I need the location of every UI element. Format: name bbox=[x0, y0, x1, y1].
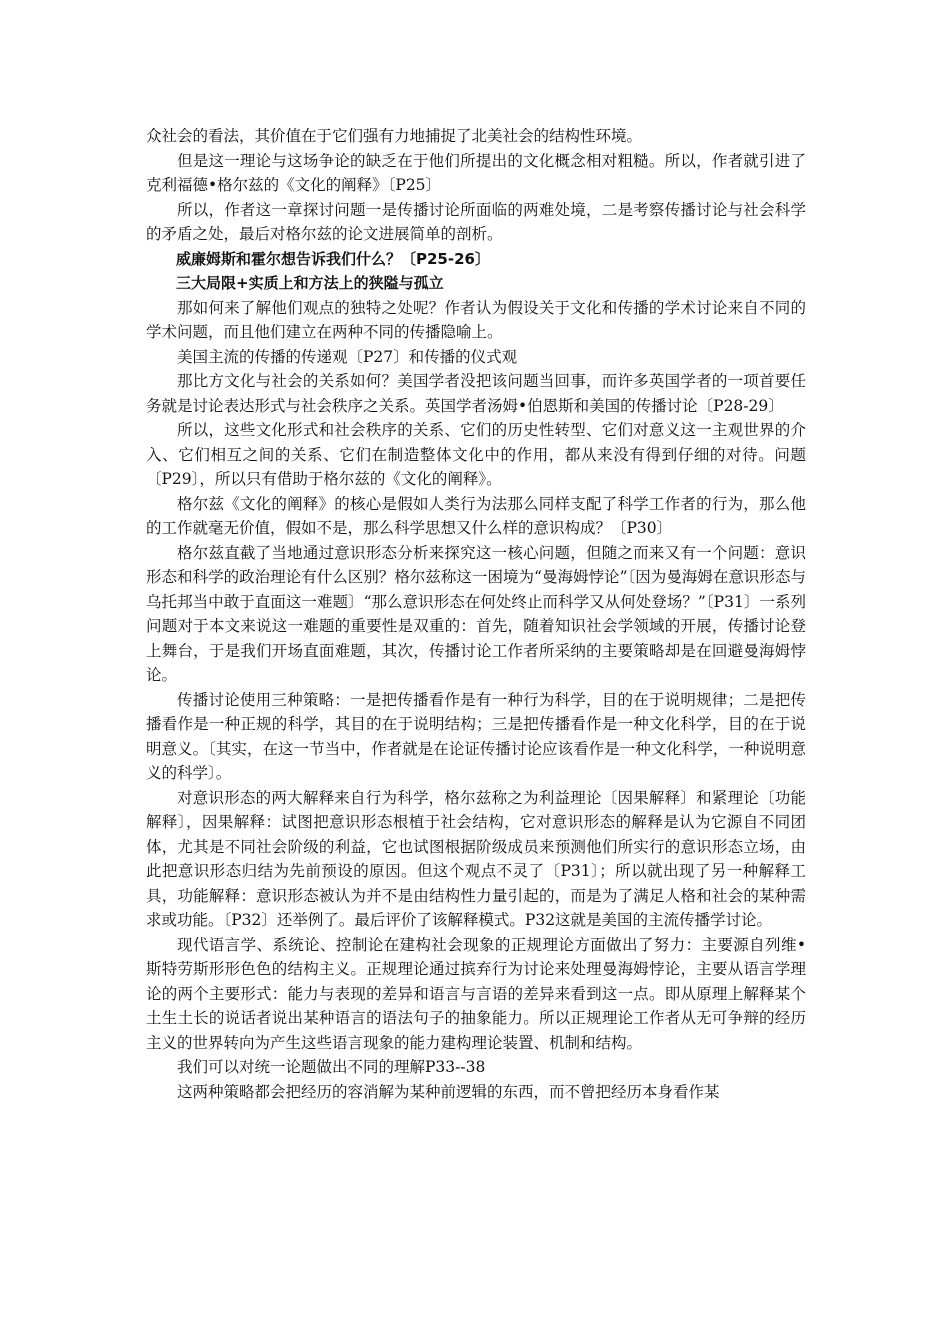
body-paragraph: 所以，这些文化形式和社会秩序的关系、它们的历史性转型、它们对意义这一主观世界的介入、它们相互之间的关系、它们在制造整体文化中的作用，都从来没有得到仔细的对待。问题〔P29〕，所以只有借助于格尔兹的《文化的阐释》。 bbox=[146, 421, 806, 488]
body-paragraph: 但是这一理论与这场争论的缺乏在于他们所提出的文化概念相对粗糙。所以，作者就引进了克利福德•格尔兹的《文化的阐释》〔P25〕 bbox=[146, 151, 806, 194]
body-paragraph: 那如何来了解他们观点的独特之处呢？作者认为假设关于文化和传播的学术讨论来自不同的学术问题，而且他们建立在两种不同的传播隐喻上。 bbox=[146, 298, 806, 341]
body-paragraph: 这两种策略都会把经历的容消解为某种前逻辑的东西，而不曾把经历本身看作某 bbox=[177, 1082, 720, 1101]
body-paragraph: 格尔兹《文化的阐释》的核心是假如人类行为法那么同样支配了科学工作者的行为，那么他的工作就毫无价值，假如不是，那么科学思想又什么样的意识构成？〔P30〕 bbox=[146, 494, 806, 537]
body-paragraph: 那比方文化与社会的关系如何？美国学者没把该问题当回事，而许多英国学者的一项首要任务就是讨论表达形式与社会秩序之关系。英国学者汤姆•伯恩斯和美国的传播讨论〔P28-29〕 bbox=[146, 372, 806, 415]
body-paragraph: 格尔兹直截了当地通过意识形态分析来探究这一核心问题，但随之而来又有一个问题：意识形态和科学的政治理论有什么区别？格尔兹称这一困境为“曼海姆悖论”〔因为曼海姆在意识形态与乌托邦当中敢于直面这一难题〕“那么意识形态在何处终止而科学又从何处登场？”〔P31〕一系列问题对于本文来说这一难题的重要性是双重的：首先，随着知识社会学领域的开展，传播讨论登上舞台，于是我们开场直面难题，其次，传播讨论工作者所采纳的主要策略却是在回避曼海姆悖论。 bbox=[146, 543, 806, 684]
body-paragraph: 所以，作者这一章探讨问题一是传播讨论所面临的两难处境，二是考察传播讨论与社会科学的矛盾之处，最后对格尔兹的论文进展简单的剖析。 bbox=[146, 200, 806, 243]
body-paragraph: 对意识形态的两大解释来自行为科学，格尔兹称之为利益理论〔因果解释〕和紧理论〔功能解释〕，因果解释：试图把意识形态根植于社会结构，它对意识形态的解释是认为它源自不同团体，尤其是不同社会阶级的利益，它也试图根据阶级成员来预测他们所实行的意识形态立场，由此把意识形态归结为先前预设的原因。但这个观点不灵了〔P31〕；所以就出现了另一种解释工具，功能解释：意识形态被认为并不是由结构性力量引起的，而是为了满足人格和社会的某种需求或功能。〔P32〕还举例了。最后评价了该解释模式。P32这就是美国的主流传播学讨论。 bbox=[146, 788, 806, 929]
body-paragraph: 美国主流的传播的传递观〔P27〕和传播的仪式观 bbox=[177, 347, 518, 366]
document-body bbox=[146, 124, 806, 1104]
body-paragraph: 我们可以对统一论题做出不同的理解P33--38 bbox=[177, 1058, 486, 1076]
body-paragraph: 现代语言学、系统论、控制论在建构社会现象的正规理论方面做出了努力：主要源自列维•斯特劳斯形形色色的结构主义。正规理论通过摈弃行为讨论来处理曼海姆悖论，主要从语言学理论的两个主要形式：能力与表现的差异和语言与言语的差异来看到这一点。即从原理上解释某个土生土长的说话者说出某种语言的语法句子的抽象能力。所以正规理论工作者从无可争辩的经历主义的世界转向为产生这些语言现象的能力建构理论装置、机制和结构。 bbox=[146, 935, 806, 1052]
body-paragraph: 众社会的看法，其价值在于它们强有力地捕捉了北美社会的结构性环境。 bbox=[146, 127, 643, 145]
body-paragraph: 传播讨论使用三种策略：一是把传播看作是有一种行为科学，目的在于说明规律；二是把传播看作是一种正规的科学，其目的在于说明结构；三是把传播看作是一种文化科学，目的在于说明意义。〔其实，在这一节当中，作者就是在论证传播讨论应该看作是一种文化科学，一种说明意义的科学〕。 bbox=[146, 690, 806, 782]
section-heading: 三大局限+实质上和方法上的狭隘与孤立 bbox=[176, 274, 444, 292]
section-heading: 威廉姆斯和霍尔想告诉我们什么？〔P25-26〕 bbox=[176, 249, 490, 268]
